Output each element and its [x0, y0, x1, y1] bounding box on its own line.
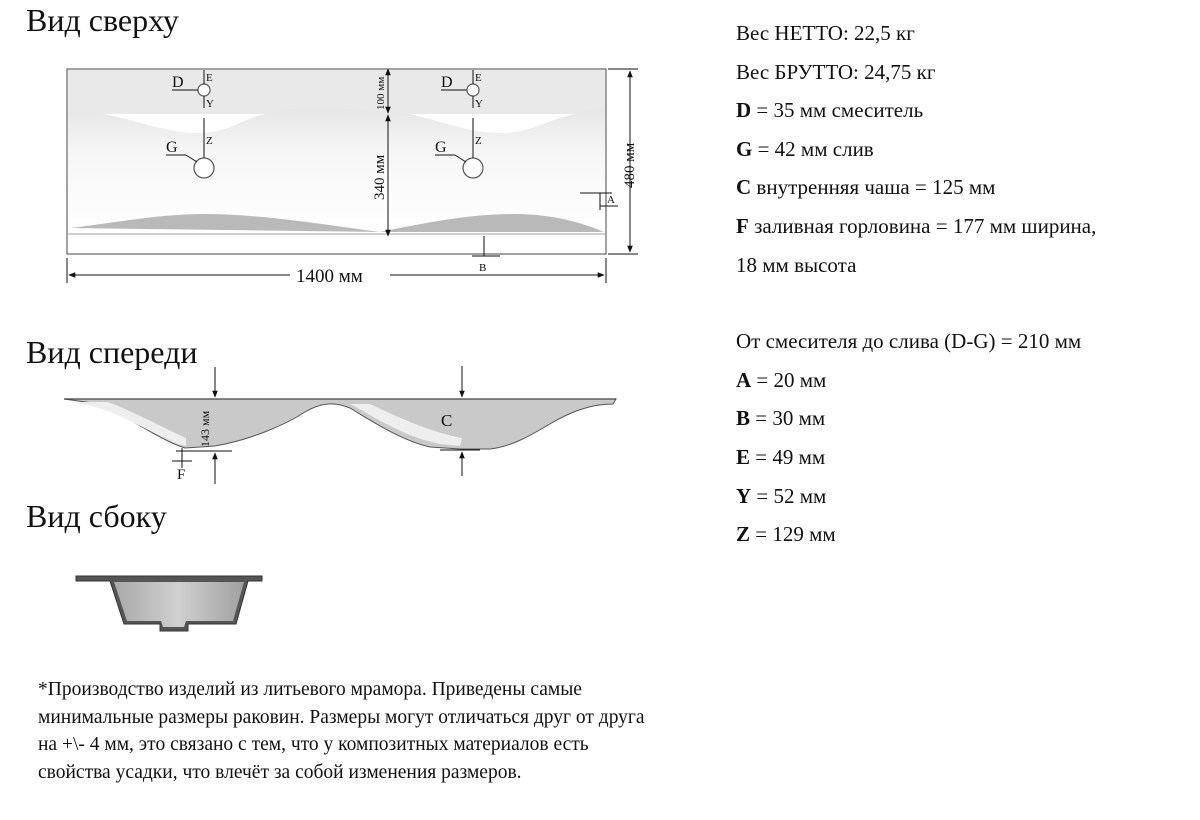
spec-y-text: = 52 мм: [751, 483, 827, 508]
side-view: [76, 576, 262, 631]
spec-y: [736, 481, 1176, 520]
spec-gross-weight: Вес БРУТТО: 24,75 кг: [736, 59, 936, 84]
faucet-hole-right: [467, 84, 479, 96]
spec-z-key: Z: [736, 522, 751, 547]
spec-y-key: Y: [736, 483, 752, 508]
spec-c-key: C: [736, 175, 752, 200]
top-view: [67, 69, 638, 287]
spec-e-text: = 49 мм: [750, 444, 826, 469]
spec-g: [736, 134, 1176, 173]
spec-e: [736, 442, 1176, 481]
spec-g-key: G: [736, 136, 753, 161]
label-z-left: Z: [206, 135, 213, 147]
spec-c: [736, 172, 1176, 211]
spec-e-key: E: [736, 444, 751, 469]
label-f: F: [177, 467, 186, 483]
front-view: [64, 366, 616, 484]
label-a: A: [607, 194, 615, 206]
spec-f-height: 18 мм высота: [736, 252, 857, 277]
label-z-right: Z: [475, 135, 482, 147]
label-e-right: E: [475, 72, 482, 84]
spec-dg: От смесителя до слива (D-G) = 210 мм: [736, 329, 1082, 354]
title-top-view: Вид сверху: [26, 2, 179, 38]
spec-a: [736, 365, 1176, 404]
spec-c-text: внутренняя чаша = 125 мм: [751, 175, 996, 200]
dim-width: 1400 мм: [296, 266, 363, 287]
label-y-left: Y: [206, 98, 214, 110]
title-side-view: Вид сбоку: [26, 498, 167, 534]
dim-rim: 100 мм: [375, 76, 387, 110]
spec-z-text: = 129 мм: [750, 522, 836, 547]
spec-d-key: D: [736, 98, 752, 123]
label-y-right: Y: [475, 98, 483, 110]
specs-panel: [736, 18, 1176, 558]
spec-d: [736, 95, 1176, 134]
spec-d-text: = 35 мм смеситель: [751, 98, 924, 123]
spec-net-weight: Вес НЕТТО: 22,5 кг: [736, 21, 915, 45]
spec-a-text: = 20 мм: [751, 367, 827, 392]
label-d-right: D: [441, 74, 453, 91]
spec-f-key: F: [736, 213, 749, 238]
dim-bowl: 340 мм: [372, 154, 388, 200]
spec-b: [736, 403, 1176, 442]
label-g-left: G: [166, 139, 178, 156]
label-d-left: D: [172, 74, 184, 91]
spec-f-text: заливная горловина = 177 мм ширина,: [748, 213, 1097, 238]
spec-b-text: = 30 мм: [750, 406, 826, 431]
label-c: C: [441, 411, 453, 430]
side-bowl: [114, 582, 244, 627]
title-front-view: Вид спереди: [26, 334, 198, 370]
dim-height: 143 мм: [198, 410, 212, 447]
spec-z: [736, 519, 1176, 558]
label-b: B: [479, 262, 487, 274]
spec-b-key: B: [736, 406, 751, 431]
drain-hole-left: [194, 158, 214, 178]
label-e-left: E: [206, 72, 213, 84]
technical-drawing: [0, 0, 660, 660]
faucet-hole-left: [198, 84, 210, 96]
drain-hole-right: [463, 158, 483, 178]
spec-g-text: = 42 мм слив: [752, 136, 874, 161]
footnote: *Производство изделий из литьевого мрамора. Приведены самые минимальные размеры раковин. Размеры могут отличаться друг от друга на +\- 4 мм, это связано с тем, что у композитных материалов есть свойства усадки, что влечёт за собой изменения размеров.: [38, 679, 645, 783]
label-g-right: G: [435, 139, 447, 156]
spec-a-key: A: [736, 367, 752, 392]
rim-band: [68, 70, 605, 114]
dim-depth: 480 мм: [622, 142, 638, 188]
spec-f: [736, 211, 1176, 250]
